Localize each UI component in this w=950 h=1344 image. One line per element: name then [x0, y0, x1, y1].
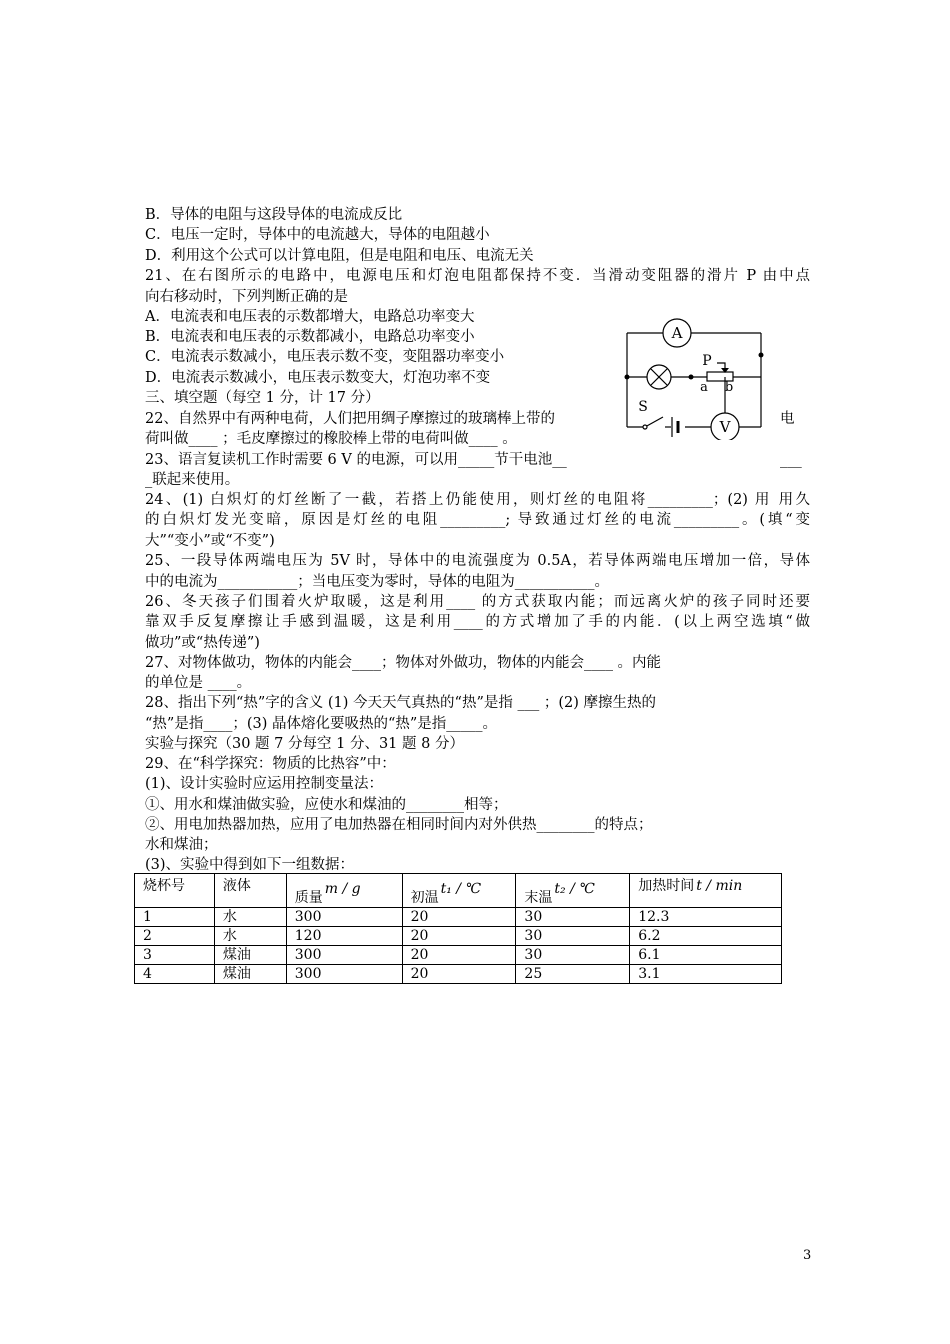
table-cell: 120 [286, 927, 402, 946]
slider-label: P [702, 353, 712, 369]
table-row [135, 927, 782, 946]
section-fill-blank-heading: 三、填空题（每空 1 分，计 17 分） [145, 390, 380, 406]
option-b-20: B．导体的电阻与这段导体的电流成反比 [145, 207, 403, 223]
header-beaker-no: 烧杯号 [135, 874, 215, 908]
section-experiment-heading: 实验与探究（30 题 7 分每空 1 分、31 题 8 分） [145, 736, 464, 752]
circuit-diagram [615, 315, 775, 440]
table-cell: 煤油 [214, 946, 286, 965]
table-cell: 20 [402, 927, 516, 946]
question-25-line2: 中的电流为___________；当电压变为零时，导体的电阻为___________。 [145, 574, 609, 590]
table-cell: 4 [135, 965, 215, 984]
question-24-line3: 大”“变小”或“不变”) [145, 533, 275, 549]
table-cell: 3 [135, 946, 215, 965]
table-cell: 6.1 [630, 946, 782, 965]
table-cell: 水 [214, 908, 286, 927]
switch-label: S [638, 399, 648, 415]
question-25-line1: 25、一段导体两端电压为 5V 时，导体中的电流强度为 0.5A，若导体两端电压增加一倍，导体 [145, 553, 810, 569]
rheostat-end-a: a [700, 380, 708, 395]
table-cell: 300 [286, 908, 402, 927]
table-cell: 30 [516, 946, 630, 965]
table-cell: 水 [214, 927, 286, 946]
header-mass-unit: m / g [324, 881, 361, 897]
question-29-part1: (1)、设计实验时应运用控制变量法： [145, 776, 384, 792]
question-29-item1: ①、用水和煤油做实验，应使水和煤油的________相等； [145, 797, 508, 813]
page-number: 3 [803, 1248, 812, 1263]
question-21-line2: 向右移动时，下列判断正确的是 [145, 289, 348, 305]
question-26-line1: 26、冬天孩子们围着火炉取暖，这是利用____ 的方式获取内能；而远离火炉的孩子同时还要 [145, 594, 810, 610]
table-cell: 6.2 [630, 927, 782, 946]
table-cell: 20 [402, 946, 516, 965]
header-final-temp-unit: t₂ / ℃ [554, 881, 595, 897]
table-cell: 煤油 [214, 965, 286, 984]
table-cell: 1 [135, 908, 215, 927]
header-initial-temp-unit: t₁ / ℃ [440, 881, 482, 897]
table-cell: 300 [286, 965, 402, 984]
question-24-line2: 的白炽灯发光变暗，原因是灯丝的电阻_________; 导致通过灯丝的电流_________。(填“变 [145, 512, 810, 528]
question-28-line1: 28、指出下列“热”字的含义 (1) 今天天气真热的“热”是指 ___ ；(2) 摩擦生热的 [145, 695, 656, 711]
table-cell: 300 [286, 946, 402, 965]
question-23-line2: _联起来使用。 [145, 472, 240, 488]
specific-heat-data-table [134, 873, 782, 984]
table-cell: 20 [402, 908, 516, 927]
header-final-temp: 末温t₂ / ℃ [516, 874, 630, 908]
question-28-line2: “热”是指____；(3) 晶体熔化要吸热的“热”是指_____。 [145, 716, 498, 732]
question-29-part3: (3)、实验中得到如下一组数据： [145, 857, 355, 873]
table-cell: 12.3 [630, 908, 782, 927]
question-21-line1: 21、在右图所示的电路中，电源电压和灯泡电阻都保持不变．当滑动变阻器的滑片 P 由中点 [145, 268, 810, 284]
question-29-item2: ②、用电加热器加热，应用了电加热器在相同时间内对外供热________的特点； [145, 817, 653, 833]
rheostat-end-b: b [724, 380, 734, 395]
option-c-21: C．电流表示数减小，电压表示数不变，变阻器功率变小 [145, 349, 505, 365]
question-26-line2: 靠双手反复摩擦让手感到温暖，这是利用____的方式增加了手的内能．(以上两空选填“做 [145, 614, 810, 630]
question-27-line1: 27、对物体做功，物体的内能会____；物体对外做功，物体的内能会____ 。内能 [145, 655, 662, 671]
table-cell: 30 [516, 927, 630, 946]
option-b-21: B．电流表和电压表的示数都减小，电路总功率变小 [145, 329, 475, 345]
table-header-row [135, 874, 782, 908]
table-cell: 20 [402, 965, 516, 984]
table-row [135, 965, 782, 984]
option-d-21: D．电流表示数减小，电压表示数变大，灯泡功率不变 [145, 370, 491, 386]
header-heating-time: 加热时间 t / min [630, 874, 782, 908]
header-mass: 质量m / g [286, 874, 402, 908]
continuation-char: 电 [780, 411, 795, 427]
question-27-line2: 的单位是 ____。 [145, 675, 252, 691]
question-23-line1: 23、语言复读机工作时需要 6 V 的电源，可以用_____节干电池__ [145, 452, 567, 468]
voltmeter-label: V [719, 418, 731, 436]
option-a-21: A．电流表和电压表的示数都增大，电路总功率变大 [145, 309, 475, 325]
table-cell: 3.1 [630, 965, 782, 984]
question-22-line1: 22、自然界中有两种电荷，人们把用绸子摩擦过的玻璃棒上带的 [145, 411, 555, 427]
table-cell: 2 [135, 927, 215, 946]
question-26-line3: 做功”或“热传递”) [145, 635, 260, 651]
option-c-20: C．电压一定时，导体中的电流越大，导体的电阻越小 [145, 227, 490, 243]
question-24-line1: 24、(1) 白炽灯的灯丝断了一截，若搭上仍能使用，则灯丝的电阻将_________；(2) 用 用久 [145, 492, 810, 508]
table-cell: 30 [516, 908, 630, 927]
question-29-line1: 29、在“科学探究：物质的比热容”中： [145, 756, 396, 772]
header-heating-time-unit: t / min [696, 878, 743, 894]
option-d-20: D．利用这个公式可以计算电阻，但是电阻和电压、电流无关 [145, 248, 534, 264]
table-cell: 25 [516, 965, 630, 984]
question-22-line2: 荷叫做____ ；毛皮摩擦过的橡胶棒上带的电荷叫做____ 。 [145, 431, 517, 447]
table-row [135, 908, 782, 927]
header-liquid: 液体 [214, 874, 286, 908]
ammeter-label: A [671, 324, 683, 342]
table-row [135, 946, 782, 965]
question-29-item3: 水和煤油； [145, 837, 218, 853]
header-initial-temp: 初温t₁ / ℃ [402, 874, 516, 908]
question-23-blank: ___ [780, 452, 802, 468]
